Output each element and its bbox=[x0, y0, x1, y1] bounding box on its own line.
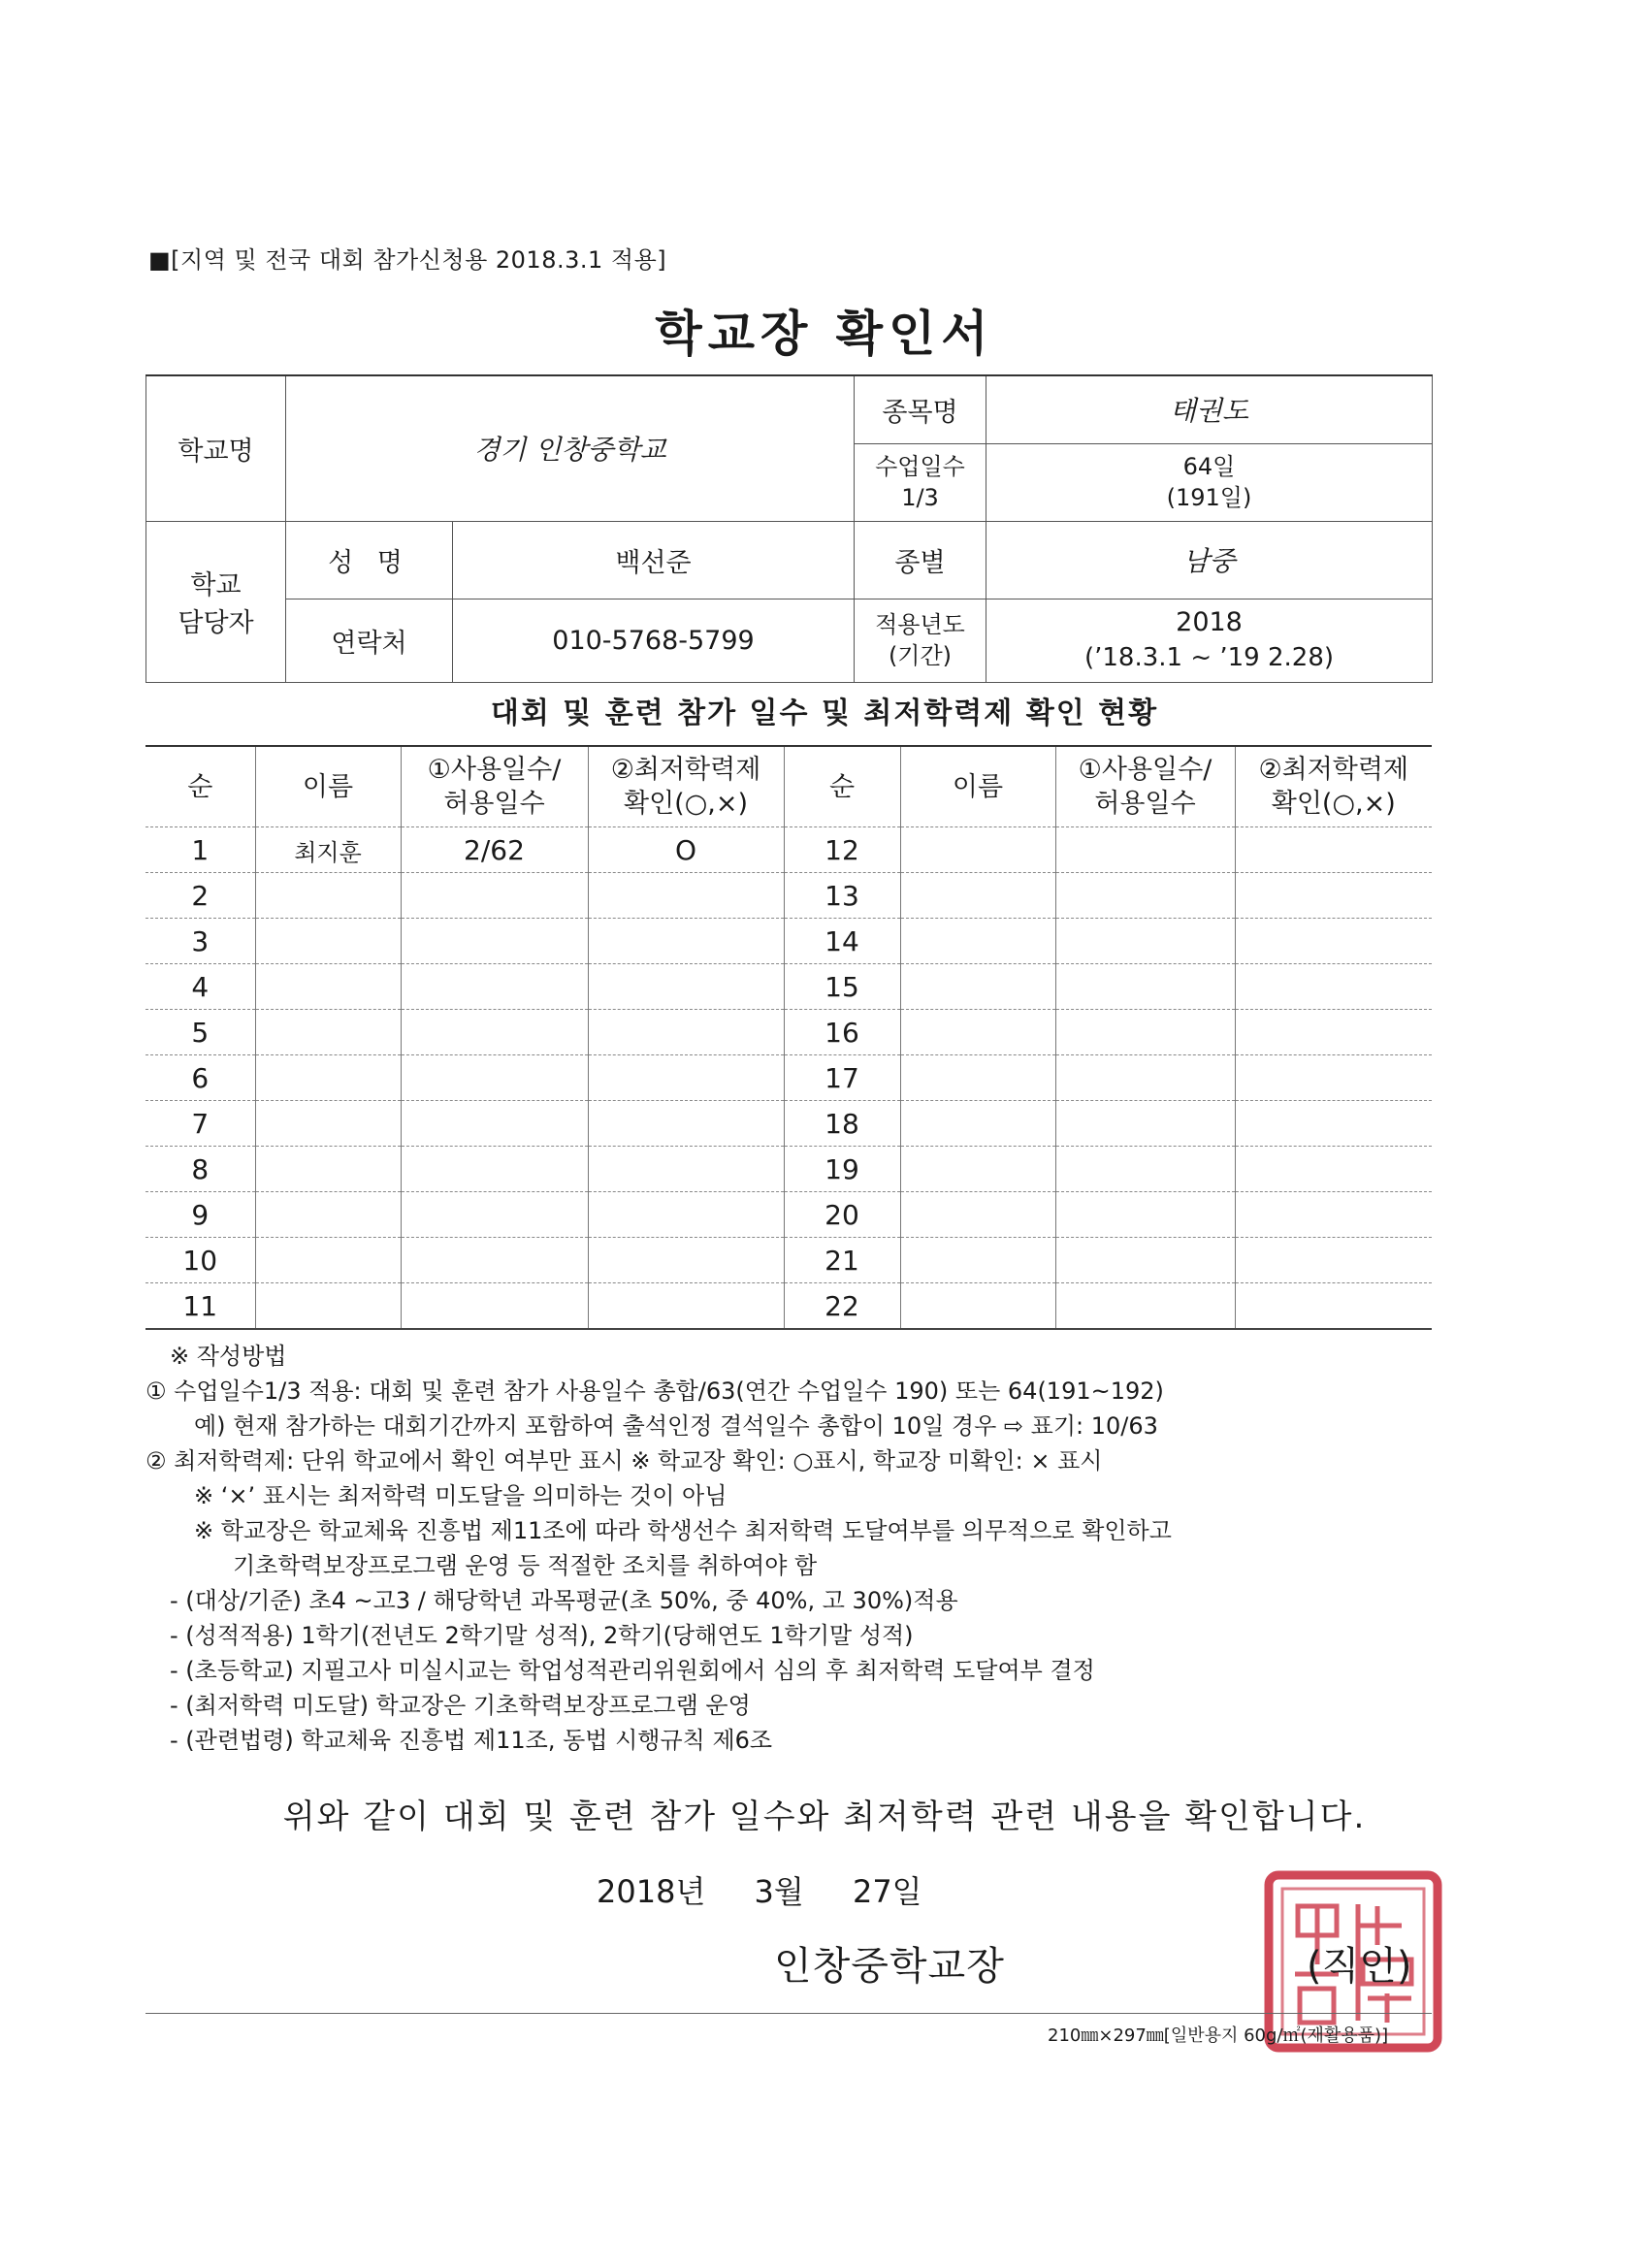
roster-cell-days bbox=[401, 964, 588, 1010]
contact-value: 010-5768-5799 bbox=[453, 599, 855, 682]
year-value-1: 2018 bbox=[1176, 607, 1243, 637]
manager-label bbox=[146, 521, 286, 682]
col-days-2: 허용일수 bbox=[1094, 789, 1196, 819]
roster-cell-name bbox=[900, 964, 1055, 1010]
roster-cell-name bbox=[255, 1010, 401, 1055]
footer-divider bbox=[146, 2013, 1432, 2014]
note-line: ② 최저학력제: 단위 학교에서 확인 여부만 표시 ※ 학교장 확인: ○표시, 학교장 미확인: × 표시 bbox=[146, 1447, 1103, 1474]
roster-cell-no: 10 bbox=[146, 1238, 255, 1283]
days-value-2: (191일) bbox=[1166, 484, 1252, 511]
roster-cell-name bbox=[900, 873, 1055, 919]
school-label: 학교명 bbox=[146, 375, 286, 521]
year-value-2: (’18.3.1 ~ ’19 2.28) bbox=[1083, 643, 1335, 672]
roster-cell-check bbox=[1235, 964, 1432, 1010]
days-label bbox=[855, 443, 986, 521]
days-value-1: 64일 bbox=[1182, 453, 1236, 480]
col-check-1: ②최저학력제 bbox=[610, 755, 761, 785]
roster-cell-days bbox=[1055, 827, 1235, 873]
roster-cell-check bbox=[1235, 1010, 1432, 1055]
section-title: 대회 및 훈련 참가 일수 및 최저학력제 확인 현황 bbox=[490, 697, 1159, 730]
col-check-2: 확인(○,×) bbox=[1271, 789, 1396, 819]
roster-cell-no: 22 bbox=[784, 1283, 900, 1330]
roster-cell-name bbox=[900, 1101, 1055, 1147]
roster-cell-check bbox=[588, 964, 784, 1010]
note-line: ※ 학교장은 학교체육 진흥법 제11조에 따라 학생선수 최저학력 도달여부를 의무적으로 확인하고 bbox=[194, 1517, 1172, 1544]
days-label-1: 수업일수 bbox=[875, 453, 965, 480]
note-line: 예) 현재 참가하는 대회기간까지 포함하여 출석인정 결석일수 총합이 10일 경우 ⇨ 표기: 10/63 bbox=[194, 1412, 1158, 1440]
event-label: 종목명 bbox=[855, 375, 986, 443]
year-label-1: 적용년도 bbox=[875, 611, 965, 638]
table-row bbox=[146, 873, 1432, 919]
roster-cell-name bbox=[900, 919, 1055, 964]
roster-cell-days bbox=[1055, 1147, 1235, 1192]
table-row bbox=[146, 1238, 1432, 1283]
roster-cell-no: 9 bbox=[146, 1192, 255, 1238]
col-days-2: 허용일수 bbox=[443, 789, 545, 819]
days-value bbox=[986, 443, 1433, 521]
roster-cell-no: 11 bbox=[146, 1283, 255, 1330]
roster-cell-days bbox=[401, 1055, 588, 1101]
roster-cell-check bbox=[588, 1147, 784, 1192]
info-table bbox=[146, 374, 1433, 683]
roster-cell-name bbox=[255, 1147, 401, 1192]
roster-cell-days bbox=[401, 1238, 588, 1283]
col-no: 순 bbox=[784, 746, 900, 827]
principal-name: 인창중학교장 bbox=[774, 1944, 1005, 1989]
roster-cell-name bbox=[900, 1283, 1055, 1330]
category-value: 남중 bbox=[986, 521, 1433, 599]
roster-cell-days bbox=[401, 1010, 588, 1055]
table-row bbox=[146, 1147, 1432, 1192]
note-line: - (성적적용) 1학기(전년도 2학기말 성적), 2학기(당해연도 1학기말 성적) bbox=[170, 1622, 914, 1649]
note-line: - (관련법령) 학교체육 진흥법 제11조, 동법 시행규칙 제6조 bbox=[170, 1727, 773, 1754]
roster-cell-days bbox=[401, 1101, 588, 1147]
roster-cell-no: 21 bbox=[784, 1238, 900, 1283]
roster-cell-no: 19 bbox=[784, 1147, 900, 1192]
contact-label: 연락처 bbox=[286, 599, 453, 682]
table-row bbox=[146, 827, 1432, 873]
roster-cell-days bbox=[401, 1283, 588, 1330]
col-days bbox=[1055, 746, 1235, 827]
roster-cell-name bbox=[255, 964, 401, 1010]
event-value: 태권도 bbox=[986, 375, 1433, 443]
table-row bbox=[146, 1010, 1432, 1055]
roster-cell-check bbox=[588, 919, 784, 964]
manager-label-2: 담당자 bbox=[178, 608, 254, 638]
roster-cell-no: 2 bbox=[146, 873, 255, 919]
roster-cell-days bbox=[1055, 1101, 1235, 1147]
roster-cell-name bbox=[900, 1192, 1055, 1238]
roster-cell-name bbox=[255, 873, 401, 919]
roster-cell-check bbox=[1235, 827, 1432, 873]
roster-table bbox=[146, 745, 1432, 1330]
roster-cell-name bbox=[255, 919, 401, 964]
roster-cell-no: 16 bbox=[784, 1010, 900, 1055]
table-row bbox=[146, 1055, 1432, 1101]
table-row bbox=[146, 1283, 1432, 1330]
confirm-statement: 위와 같이 대회 및 훈련 참가 일수와 최저학력 관련 내용을 확인합니다. bbox=[282, 1798, 1367, 1836]
roster-cell-no: 18 bbox=[784, 1101, 900, 1147]
roster-cell-no: 20 bbox=[784, 1192, 900, 1238]
col-days-1: ①사용일수/ bbox=[427, 755, 562, 785]
paper-spec: 210㎜×297㎜[일반용지 60g/㎡(재활용품)] bbox=[1048, 2025, 1389, 2046]
roster-cell-name bbox=[900, 827, 1055, 873]
col-days bbox=[401, 746, 588, 827]
roster-cell-check bbox=[1235, 1192, 1432, 1238]
roster-cell-days bbox=[401, 873, 588, 919]
roster-cell-days bbox=[401, 1147, 588, 1192]
instructions bbox=[146, 1339, 1445, 1758]
roster-cell-name bbox=[255, 1192, 401, 1238]
roster-cell-check bbox=[588, 1283, 784, 1330]
roster-cell-name bbox=[900, 1238, 1055, 1283]
days-label-2: 1/3 bbox=[901, 484, 939, 511]
roster-cell-days bbox=[1055, 964, 1235, 1010]
name-value: 백선준 bbox=[453, 521, 855, 599]
page-title: 학교장 확인서 bbox=[655, 306, 994, 362]
roster-cell-days bbox=[1055, 1283, 1235, 1330]
seal-label: (직인) bbox=[1307, 1944, 1412, 1989]
roster-cell-no: 6 bbox=[146, 1055, 255, 1101]
roster-cell-no: 4 bbox=[146, 964, 255, 1010]
roster-cell-days bbox=[401, 919, 588, 964]
roster-cell-no: 8 bbox=[146, 1147, 255, 1192]
roster-cell-check bbox=[1235, 1055, 1432, 1101]
roster-cell-name bbox=[900, 1055, 1055, 1101]
roster-cell-no: 13 bbox=[784, 873, 900, 919]
roster-cell-no: 12 bbox=[784, 827, 900, 873]
roster-cell-name: 최지훈 bbox=[255, 827, 401, 873]
roster-cell-check bbox=[588, 1055, 784, 1101]
note-line: - (최저학력 미도달) 학교장은 기초학력보장프로그램 운영 bbox=[170, 1692, 751, 1719]
table-row bbox=[146, 1101, 1432, 1147]
roster-cell-check bbox=[588, 1238, 784, 1283]
note-line: 기초학력보장프로그램 운영 등 적절한 조치를 취하여야 함 bbox=[233, 1552, 818, 1579]
roster-cell-check bbox=[588, 1101, 784, 1147]
table-row bbox=[146, 919, 1432, 964]
year-label bbox=[855, 599, 986, 682]
roster-cell-name bbox=[255, 1055, 401, 1101]
category-label: 종별 bbox=[855, 521, 986, 599]
roster-cell-check bbox=[588, 1010, 784, 1055]
note-line: - (대상/기준) 초4 ~고3 / 해당학년 과목평균(초 50%, 중 40%, 고 30%)적용 bbox=[170, 1587, 958, 1614]
roster-cell-name bbox=[255, 1283, 401, 1330]
col-check bbox=[588, 746, 784, 827]
roster-cell-days bbox=[401, 1192, 588, 1238]
roster-cell-days bbox=[1055, 1238, 1235, 1283]
roster-cell-days bbox=[1055, 919, 1235, 964]
roster-cell-check bbox=[1235, 1147, 1432, 1192]
note-line: ※ ‘×’ 표시는 최저학력 미도달을 의미하는 것이 아님 bbox=[194, 1482, 728, 1509]
col-days-1: ①사용일수/ bbox=[1078, 755, 1212, 785]
col-check bbox=[1235, 746, 1432, 827]
roster-cell-name bbox=[255, 1238, 401, 1283]
roster-cell-name bbox=[255, 1101, 401, 1147]
col-name: 이름 bbox=[900, 746, 1055, 827]
col-check-2: 확인(○,×) bbox=[624, 789, 748, 819]
roster-cell-days: 2/62 bbox=[401, 827, 588, 873]
roster-cell-check bbox=[1235, 1238, 1432, 1283]
col-check-1: ②최저학력제 bbox=[1258, 755, 1409, 785]
col-no: 순 bbox=[146, 746, 255, 827]
roster-cell-name bbox=[900, 1010, 1055, 1055]
year-value bbox=[986, 599, 1433, 682]
roster-cell-check bbox=[588, 1192, 784, 1238]
roster-cell-check bbox=[1235, 1283, 1432, 1330]
roster-cell-days bbox=[1055, 873, 1235, 919]
header-note: ■[지역 및 전국 대회 참가신청용 2018.3.1 적용] bbox=[148, 246, 667, 274]
roster-cell-check: O bbox=[588, 827, 784, 873]
roster-cell-no: 3 bbox=[146, 919, 255, 964]
roster-cell-check bbox=[1235, 873, 1432, 919]
manager-label-1: 학교 bbox=[190, 570, 242, 600]
roster-cell-no: 7 bbox=[146, 1101, 255, 1147]
school-value: 경기 인창중학교 bbox=[286, 375, 855, 521]
note-line: - (초등학교) 지필고사 미실시교는 학업성적관리위원회에서 심의 후 최저학력 도달여부 결정 bbox=[170, 1657, 1095, 1684]
roster-cell-no: 15 bbox=[784, 964, 900, 1010]
issue-date: 2018년 3월 27일 bbox=[597, 1873, 922, 1910]
table-row bbox=[146, 964, 1432, 1010]
roster-cell-name bbox=[900, 1147, 1055, 1192]
roster-cell-no: 1 bbox=[146, 827, 255, 873]
roster-cell-no: 5 bbox=[146, 1010, 255, 1055]
table-row bbox=[146, 1192, 1432, 1238]
col-name: 이름 bbox=[255, 746, 401, 827]
roster-cell-check bbox=[1235, 1101, 1432, 1147]
roster-cell-days bbox=[1055, 1192, 1235, 1238]
note-line: ① 수업일수1/3 적용: 대회 및 훈련 참가 사용일수 총합/63(연간 수업일수 190) 또는 64(191~192) bbox=[146, 1377, 1164, 1405]
name-label: 성 명 bbox=[286, 521, 453, 599]
roster-cell-days bbox=[1055, 1055, 1235, 1101]
roster-cell-check bbox=[588, 873, 784, 919]
year-label-2: (기간) bbox=[888, 642, 953, 669]
roster-cell-no: 14 bbox=[784, 919, 900, 964]
roster-cell-check bbox=[1235, 919, 1432, 964]
roster-cell-days bbox=[1055, 1010, 1235, 1055]
note-line: ※ 작성방법 bbox=[170, 1343, 287, 1370]
roster-cell-no: 17 bbox=[784, 1055, 900, 1101]
roster-header-row bbox=[146, 746, 1432, 827]
